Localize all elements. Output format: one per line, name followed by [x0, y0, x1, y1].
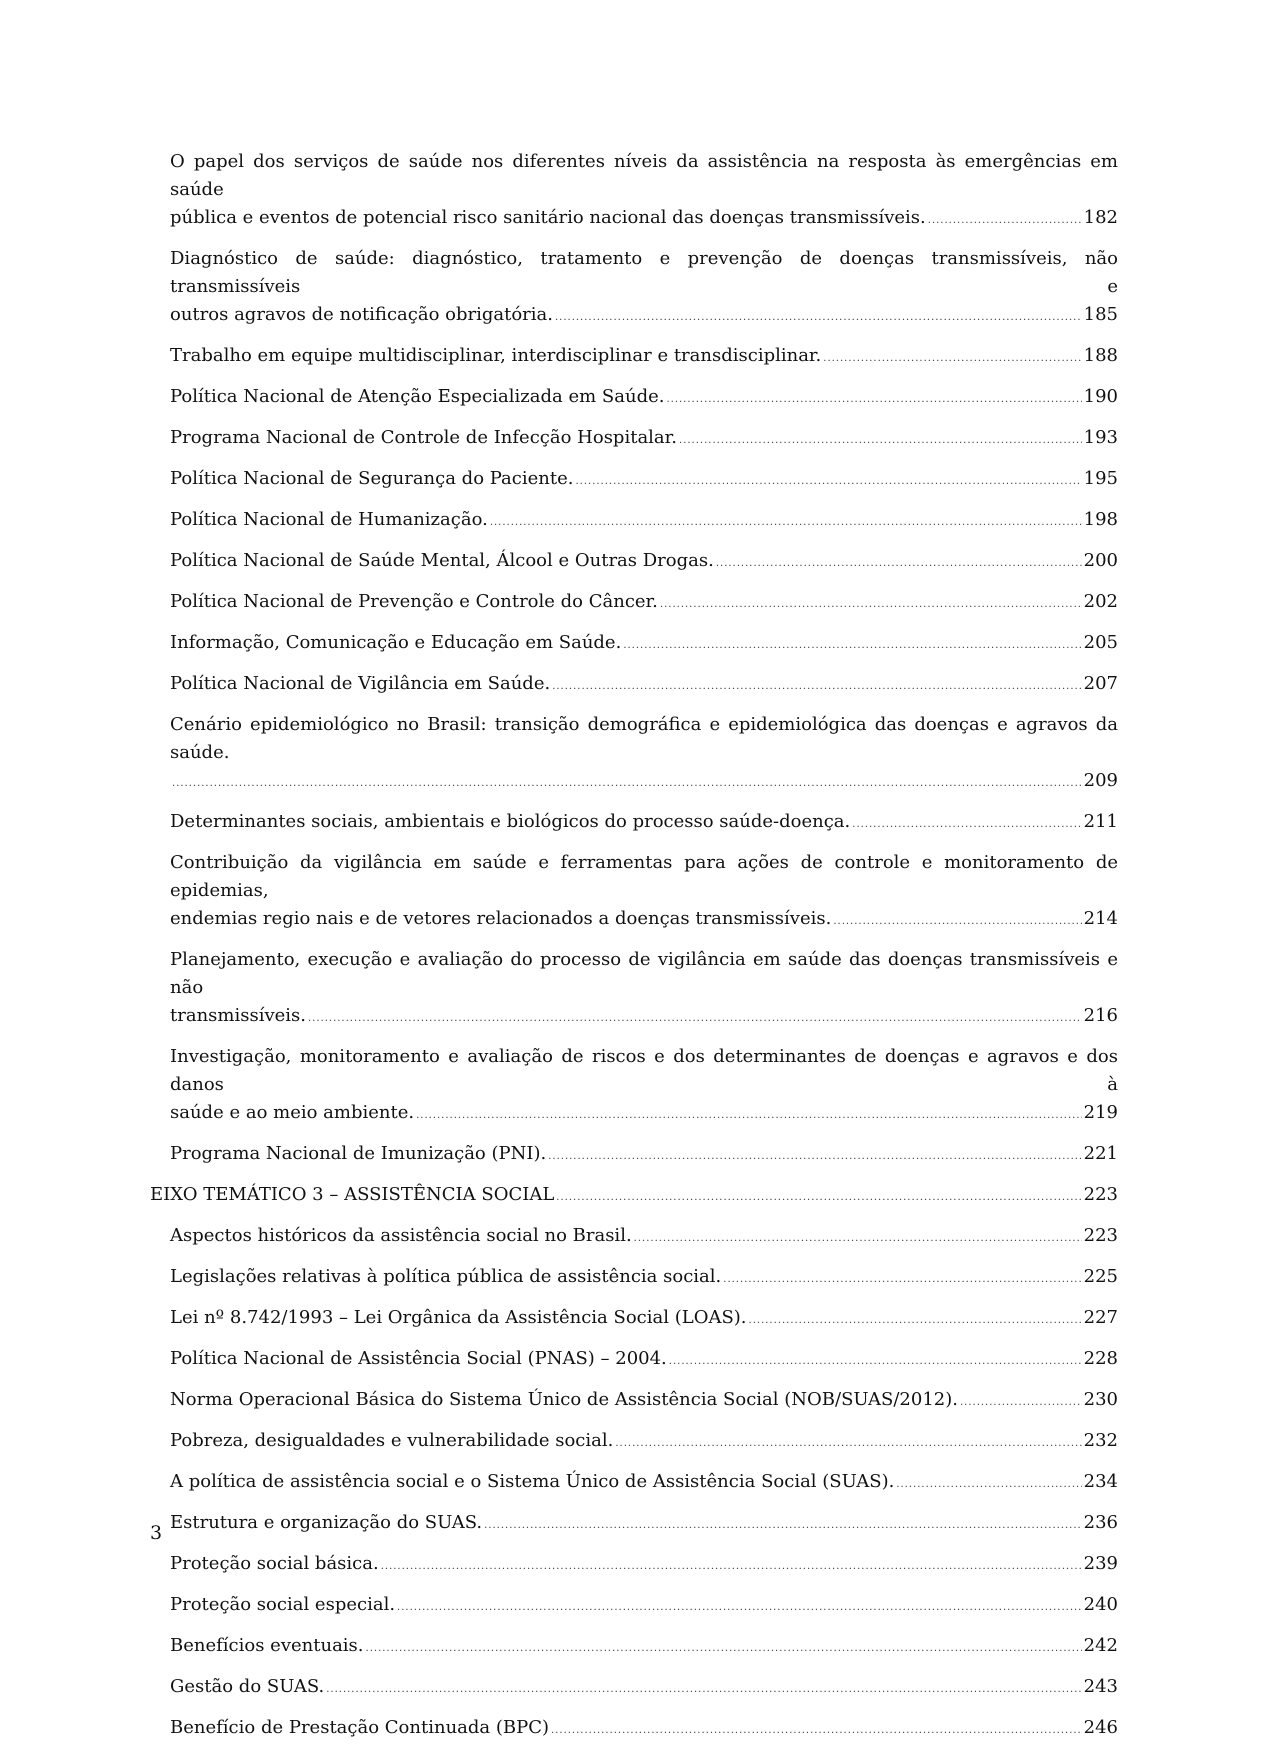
- toc-page-number: 228: [1083, 1348, 1118, 1369]
- toc-entry-leader-line: [170, 204, 1118, 235]
- toc-leader-dots: [548, 1143, 1081, 1171]
- toc-entry-leader-line: [170, 1386, 1118, 1417]
- toc-entry-title: Lei nº 8.742/1993 – Lei Orgânica da Assistência Social (LOAS).: [170, 1307, 747, 1328]
- toc-entry[interactable]: [150, 849, 1118, 936]
- toc-entry[interactable]: [150, 1386, 1118, 1417]
- toc-entry-leader-line: [170, 1002, 1118, 1033]
- toc-entry-leader-line: [170, 1263, 1118, 1294]
- toc-leader-dots: [896, 1471, 1081, 1499]
- toc-entry-title: Política Nacional de Prevenção e Controle do Câncer.: [170, 591, 658, 612]
- toc-entry[interactable]: [150, 588, 1118, 619]
- toc-entry-leader-line: [150, 1181, 1118, 1212]
- toc-page-number: 243: [1083, 1676, 1118, 1697]
- toc-leader-dots: [326, 1676, 1081, 1704]
- toc-entry[interactable]: [150, 808, 1118, 839]
- toc-leader-dots: [397, 1594, 1082, 1622]
- toc-entry-leader-line: [170, 424, 1118, 455]
- toc-entry[interactable]: [150, 1427, 1118, 1458]
- toc-entry[interactable]: [150, 1632, 1118, 1663]
- toc-entry-title: Política Nacional de Segurança do Paciente.: [170, 468, 574, 489]
- toc-page-number: 239: [1083, 1553, 1118, 1574]
- toc-entry-title: A política de assistência social e o Sistema Único de Assistência Social (SUAS).: [170, 1471, 895, 1492]
- toc-entry-leader-line: [170, 1427, 1118, 1458]
- toc-entry-title: endemias regio nais e de vetores relacionados a doenças transmissíveis.: [170, 908, 832, 929]
- toc-page-number: 202: [1083, 591, 1118, 612]
- toc-leader-dots: [660, 591, 1082, 619]
- toc-entry[interactable]: [150, 148, 1118, 235]
- toc-page-number: 193: [1083, 427, 1118, 448]
- toc-entry-title: Política Nacional de Vigilância em Saúde.: [170, 673, 551, 694]
- toc-leader-dots: [575, 468, 1081, 496]
- toc-entry[interactable]: [150, 383, 1118, 414]
- toc-page-number: 230: [1083, 1389, 1118, 1410]
- toc-leader-dots: [552, 673, 1081, 701]
- toc-entry-title: Estrutura e organização do SUAS.: [170, 1512, 483, 1533]
- toc-page-number: 232: [1083, 1430, 1118, 1451]
- toc-leader-dots: [416, 1102, 1082, 1130]
- toc-leader-dots: [490, 509, 1082, 537]
- toc-entry-leader-line: [170, 465, 1118, 496]
- toc-entry-leader-line: [170, 1632, 1118, 1663]
- toc-entry-leader-line: [170, 905, 1118, 936]
- toc-entry[interactable]: [150, 1140, 1118, 1171]
- toc-leader-dots: [823, 345, 1081, 373]
- toc-entry[interactable]: [150, 1591, 1118, 1622]
- toc-leader-dots: [634, 1225, 1082, 1253]
- toc-entry-title: pública e eventos de potencial risco sanitário nacional das doenças transmissíveis.: [170, 207, 926, 228]
- toc-entry-title: Trabalho em equipe multidisciplinar, interdisciplinar e transdisciplinar.: [170, 345, 822, 366]
- toc-entry[interactable]: [150, 547, 1118, 578]
- toc-entry-leader-line: [170, 1468, 1118, 1499]
- toc-entry-title-line: Cenário epidemiológico no Brasil: transição demográfica e epidemiológica das doenças e agravos da saúde.: [170, 714, 1118, 763]
- toc-leader-dots: [556, 1184, 1081, 1212]
- toc-leader-dots: [366, 1635, 1082, 1663]
- table-of-contents: [150, 148, 1118, 1755]
- toc-entry-title: Proteção social especial.: [170, 1594, 396, 1615]
- toc-entry-title: Benefícios eventuais.: [170, 1635, 364, 1656]
- toc-entry-leader-line: [170, 1550, 1118, 1581]
- toc-entry[interactable]: [150, 1509, 1118, 1540]
- toc-entry[interactable]: [150, 711, 1118, 798]
- toc-entry[interactable]: [150, 1345, 1118, 1376]
- toc-entry-title: Política Nacional de Saúde Mental, Álcool e Outras Drogas.: [170, 550, 714, 571]
- toc-entry-leader-line: [170, 767, 1118, 798]
- toc-entry-title: Política Nacional de Assistência Social (PNAS) – 2004.: [170, 1348, 667, 1369]
- toc-entry-leader-line: [170, 1509, 1118, 1540]
- toc-page-number: 246: [1083, 1717, 1118, 1738]
- toc-leader-dots: [716, 550, 1082, 578]
- toc-page-number: 219: [1083, 1102, 1118, 1123]
- toc-entry[interactable]: [150, 342, 1118, 373]
- toc-entry-title: EIXO TEMÁTICO 3 – ASSISTÊNCIA SOCIAL: [150, 1184, 555, 1205]
- toc-entry-title: Programa Nacional de Imunização (PNI).: [170, 1143, 547, 1164]
- toc-entry[interactable]: [150, 1550, 1118, 1581]
- toc-entry-leader-line: [170, 342, 1118, 373]
- toc-entry-title: Determinantes sociais, ambientais e biológicos do processo saúde-doença.: [170, 811, 851, 832]
- toc-entry[interactable]: [150, 1222, 1118, 1253]
- toc-page-number: 205: [1083, 632, 1118, 653]
- toc-page-number: 209: [1083, 770, 1118, 791]
- toc-entry-leader-line: [170, 808, 1118, 839]
- toc-entry-title: saúde e ao meio ambiente.: [170, 1102, 415, 1123]
- toc-entry[interactable]: [150, 506, 1118, 537]
- toc-entry[interactable]: [150, 946, 1118, 1033]
- toc-leader-dots: [666, 386, 1081, 414]
- toc-page-number: 216: [1083, 1005, 1118, 1026]
- toc-entry[interactable]: [150, 1714, 1118, 1745]
- toc-entry-leader-line: [170, 383, 1118, 414]
- toc-entry[interactable]: [150, 465, 1118, 496]
- toc-leader-dots: [555, 304, 1082, 332]
- toc-leader-dots: [551, 1717, 1082, 1745]
- toc-entry-leader-line: [170, 1099, 1118, 1130]
- toc-entry-leader-line: [170, 1591, 1118, 1622]
- toc-entry-title-line: Planejamento, execução e avaliação do processo de vigilância em saúde das doenças transmissíveis e não: [170, 949, 1118, 998]
- toc-entry-title: Política Nacional de Atenção Especializada em Saúde.: [170, 386, 665, 407]
- toc-page-number: 221: [1083, 1143, 1118, 1164]
- page-number: 3: [150, 1522, 163, 1544]
- toc-entry[interactable]: [150, 1673, 1118, 1704]
- toc-leader-dots: [749, 1307, 1082, 1335]
- toc-page-number: 207: [1083, 673, 1118, 694]
- toc-page-number: 242: [1083, 1635, 1118, 1656]
- toc-entry-title: Proteção social básica.: [170, 1553, 379, 1574]
- toc-entry-title: Programa Nacional de Controle de Infecção Hospitalar.: [170, 427, 678, 448]
- toc-entry-title: transmissíveis.: [170, 1005, 306, 1026]
- toc-leader-dots: [172, 770, 1082, 798]
- toc-page-number: 240: [1083, 1594, 1118, 1615]
- toc-leader-dots: [723, 1266, 1081, 1294]
- toc-leader-dots: [960, 1389, 1082, 1417]
- toc-entry-title: Norma Operacional Básica do Sistema Único de Assistência Social (NOB/SUAS/2012).: [170, 1389, 958, 1410]
- toc-entry-leader-line: [170, 629, 1118, 660]
- toc-page-number: 225: [1083, 1266, 1118, 1287]
- toc-entry-title: Política Nacional de Humanização.: [170, 509, 488, 530]
- toc-page-number: 200: [1083, 550, 1118, 571]
- toc-entry-leader-line: [170, 588, 1118, 619]
- toc-leader-dots: [928, 207, 1082, 235]
- toc-entry-leader-line: [170, 1304, 1118, 1335]
- toc-page-number: 182: [1083, 207, 1118, 228]
- toc-entry[interactable]: [150, 424, 1118, 455]
- toc-entry[interactable]: [150, 1468, 1118, 1499]
- toc-entry-title: Benefício de Prestação Continuada (BPC): [170, 1717, 550, 1738]
- toc-entry-title: Aspectos históricos da assistência social no Brasil.: [170, 1225, 632, 1246]
- toc-leader-dots: [381, 1553, 1082, 1581]
- toc-entry-title: Gestão do SUAS.: [170, 1676, 325, 1697]
- toc-leader-dots: [669, 1348, 1082, 1376]
- toc-entry-leader-line: [170, 1714, 1118, 1745]
- toc-entry[interactable]: [150, 1043, 1118, 1130]
- toc-leader-dots: [484, 1512, 1082, 1540]
- toc-entry-title: outros agravos de notificação obrigatória.: [170, 304, 553, 325]
- toc-entry-leader-line: [170, 547, 1118, 578]
- toc-entry-title-line: O papel dos serviços de saúde nos diferentes níveis da assistência na resposta às emergências em saúde: [170, 151, 1118, 200]
- toc-page-number: 190: [1083, 386, 1118, 407]
- toc-leader-dots: [623, 632, 1081, 660]
- toc-entry-title: Pobreza, desigualdades e vulnerabilidade social.: [170, 1430, 614, 1451]
- toc-entry-leader-line: [170, 301, 1118, 332]
- toc-entry-title: Informação, Comunicação e Educação em Saúde.: [170, 632, 622, 653]
- toc-page-number: 227: [1083, 1307, 1118, 1328]
- toc-page-number: 223: [1083, 1225, 1118, 1246]
- toc-page-number: 195: [1083, 468, 1118, 489]
- toc-entry-title-line: Contribuição da vigilância em saúde e ferramentas para ações de controle e monitoramento de epidemias,: [170, 852, 1118, 901]
- toc-leader-dots: [679, 427, 1082, 455]
- toc-entry-leader-line: [170, 506, 1118, 537]
- toc-page-number: 211: [1083, 811, 1118, 832]
- toc-page-number: 214: [1083, 908, 1118, 929]
- toc-entry[interactable]: [150, 245, 1118, 332]
- toc-page-number: 198: [1083, 509, 1118, 530]
- toc-entry-leader-line: [170, 1140, 1118, 1171]
- toc-entry-leader-line: [170, 1673, 1118, 1704]
- toc-section-heading[interactable]: [150, 1181, 1118, 1212]
- toc-page-number: 223: [1083, 1184, 1118, 1205]
- toc-entry-leader-line: [170, 1222, 1118, 1253]
- toc-entry-title-line: Diagnóstico de saúde: diagnóstico, tratamento e prevenção de doenças transmissíveis, não transmissíveis e: [170, 248, 1118, 297]
- toc-entry-title: Legislações relativas à política pública de assistência social.: [170, 1266, 722, 1287]
- toc-entry-title-line: Investigação, monitoramento e avaliação de riscos e dos determinantes de doenças e agravos e dos danos à: [170, 1046, 1118, 1095]
- toc-entry-leader-line: [170, 1345, 1118, 1376]
- toc-leader-dots: [852, 811, 1081, 839]
- toc-entry[interactable]: [150, 670, 1118, 701]
- toc-entry-leader-line: [170, 670, 1118, 701]
- toc-page-number: 185: [1083, 304, 1118, 325]
- toc-leader-dots: [833, 908, 1081, 936]
- toc-entry[interactable]: [150, 1263, 1118, 1294]
- toc-entry[interactable]: [150, 629, 1118, 660]
- toc-page-number: 234: [1083, 1471, 1118, 1492]
- toc-page-number: 236: [1083, 1512, 1118, 1533]
- toc-leader-dots: [308, 1005, 1082, 1033]
- toc-entry[interactable]: [150, 1304, 1118, 1335]
- toc-page-number: 188: [1083, 345, 1118, 366]
- toc-leader-dots: [615, 1430, 1081, 1458]
